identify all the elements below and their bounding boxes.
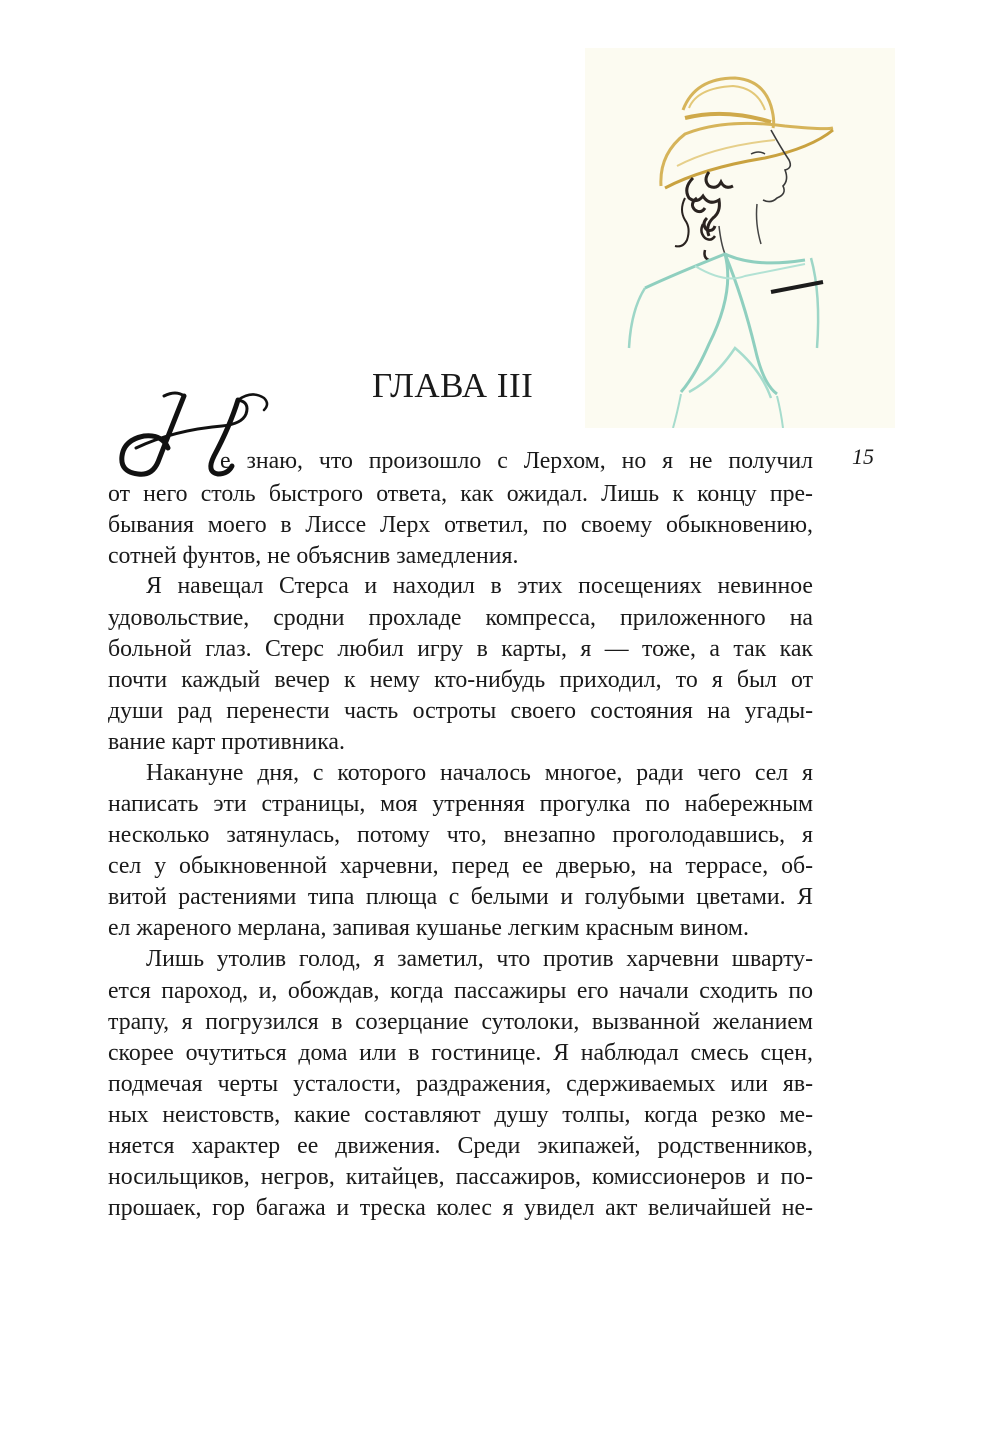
text-line: Я навещал Стерса и находил в этих посещениях невинное	[146, 573, 813, 599]
text-line: витой растениями типа плюща с белыми и голубыми цветами. Я	[108, 884, 813, 910]
text-line: ел жареного мерлана, запивая кушанье легким красным вином.	[108, 915, 749, 941]
page-number: 15	[852, 444, 874, 469]
text-line: почти каждый вечер к нему кто-нибудь приходил, то я был от	[108, 667, 813, 693]
text-line: от него столь быстрого ответа, как ожидал. Лишь к концу пре-	[108, 481, 813, 507]
woman-in-hat-sketch-icon	[585, 48, 895, 428]
text-line: сел у обыкновенной харчевни, перед ее дверью, на террасе, об-	[108, 853, 813, 879]
text-line: няется характер ее движения. Среди экипажей, родственников,	[108, 1133, 813, 1159]
illustration-woman-in-hat	[585, 48, 895, 428]
text-line: Накануне дня, с которого началось многое, ради чего сел я	[146, 760, 813, 786]
text-line: сотней фунтов, не объяснив замедления.	[108, 543, 519, 569]
text-line: удовольствие, сродни прохладе компресса, приложенного на	[108, 605, 813, 631]
text-line: написать эти страницы, моя утренняя прогулка по набережным	[108, 791, 813, 817]
chapter-title: ГЛАВА III	[372, 366, 534, 405]
text-line: Лишь утолив голод, я заметил, что против харчевни шварту-	[146, 946, 813, 972]
text-line: вание карт противника.	[108, 729, 345, 755]
text-line: трапу, я погрузился в созерцание сутолоки, вызванной желанием	[108, 1009, 813, 1035]
text-line: бывания моего в Лиссе Лерх ответил, по своему обыкновению,	[108, 512, 813, 538]
text-line: прошаек, гор багажа и треска колес я увидел акт величайшей не-	[108, 1195, 813, 1221]
text-line: ется пароход, и, обождав, когда пассажиры его начали сходить по	[108, 978, 813, 1004]
text-line: е знаю, что произошло с Лерхом, но я не получил	[220, 448, 813, 474]
text-line: души рад перенести часть остроты своего состояния на угады-	[108, 698, 813, 724]
text-line: ных неистовств, какие составляют душу толпы, когда резко ме-	[108, 1102, 813, 1128]
text-line: больной глаз. Стерс любил игру в карты, я — тоже, а так как	[108, 636, 813, 662]
text-line: несколько затянулась, потому что, внезапно проголодавшись, я	[108, 822, 813, 848]
text-line: подмечая черты усталости, раздражения, сдерживаемых или яв-	[108, 1071, 813, 1097]
text-line: скорее очутиться дома или в гостинице. Я наблюдал смесь сцен,	[108, 1040, 813, 1066]
text-line: носильщиков, негров, китайцев, пассажиров, комиссионеров и по-	[108, 1164, 813, 1190]
